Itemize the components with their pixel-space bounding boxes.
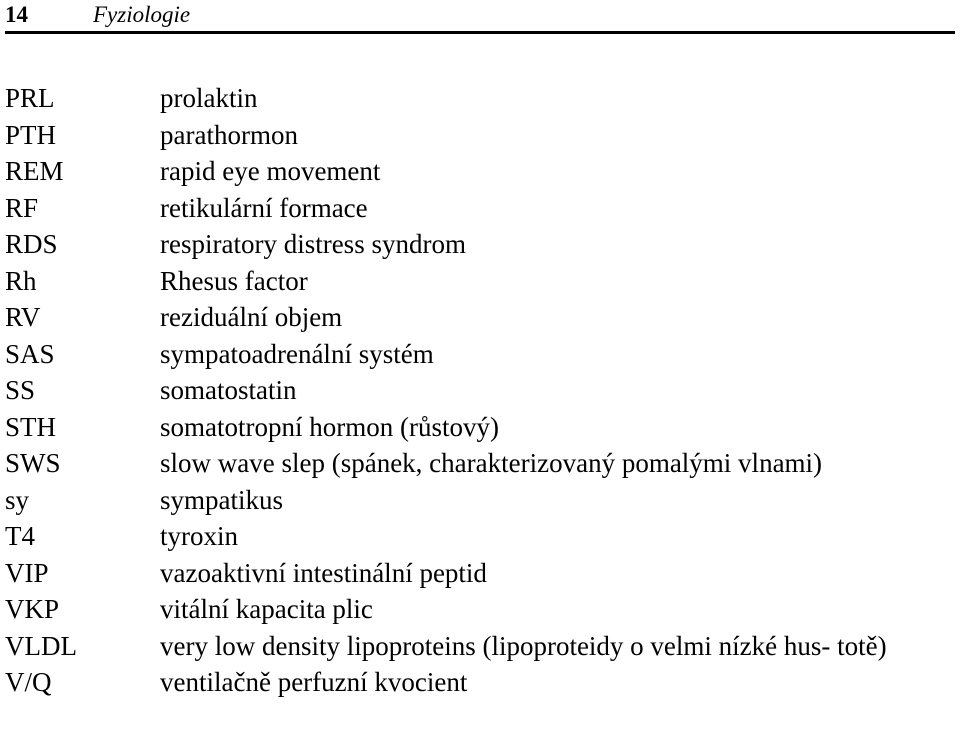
abbreviation-list bbox=[5, 80, 955, 701]
running-title: Fyziologie bbox=[93, 2, 191, 27]
list-item bbox=[5, 336, 955, 373]
abbreviation: V/Q bbox=[5, 667, 52, 697]
page-header bbox=[5, 0, 955, 34]
list-item bbox=[5, 409, 955, 446]
definition: somatotropní hormon (růstový) bbox=[160, 411, 499, 442]
abbreviation: VKP bbox=[5, 594, 60, 624]
list-item bbox=[5, 80, 955, 117]
abbreviation: sy bbox=[5, 484, 30, 515]
page-number: 14 bbox=[5, 2, 28, 27]
list-item bbox=[5, 117, 955, 154]
abbreviation: SWS bbox=[5, 448, 61, 478]
definition: parathormon bbox=[160, 119, 298, 150]
abbreviation: STH bbox=[5, 411, 57, 442]
definition: sympatikus bbox=[160, 484, 284, 515]
list-item bbox=[5, 555, 955, 592]
definition: ventilačně perfuzní kvocient bbox=[160, 667, 468, 697]
definition: reziduální objem bbox=[160, 302, 343, 332]
abbreviation: T4 bbox=[5, 521, 35, 551]
definition: respiratory distress syndrom bbox=[160, 229, 466, 259]
abbreviation: SS bbox=[5, 375, 36, 405]
list-item bbox=[5, 263, 955, 300]
definition: vazoaktivní intestinální peptid bbox=[160, 557, 487, 588]
abbreviation: RDS bbox=[5, 229, 58, 259]
definition: prolaktin bbox=[160, 83, 258, 113]
abbreviation: VIP bbox=[5, 557, 49, 588]
definition: slow wave slep (spánek, charakterizovaný pomalými vlnami) bbox=[160, 448, 823, 478]
list-item bbox=[5, 518, 955, 555]
definition: sympatoadrenální systém bbox=[160, 338, 434, 369]
abbreviation: RF bbox=[5, 192, 39, 223]
list-item bbox=[5, 299, 955, 336]
list-item bbox=[5, 664, 955, 701]
definition: very low density lipoproteins (lipoproteidy o velmi nízké hus- totě) bbox=[160, 630, 887, 661]
definition: tyroxin bbox=[160, 521, 238, 551]
definition: Rhesus factor bbox=[160, 265, 308, 296]
abbreviation: PTH bbox=[5, 119, 57, 150]
list-item bbox=[5, 190, 955, 227]
list-item bbox=[5, 445, 955, 482]
definition: retikulární formace bbox=[160, 192, 368, 223]
list-item bbox=[5, 153, 955, 190]
definition: vitální kapacita plic bbox=[160, 594, 373, 624]
abbreviation: PRL bbox=[5, 83, 55, 113]
abbreviation: RV bbox=[5, 302, 41, 332]
list-item bbox=[5, 226, 955, 263]
list-item bbox=[5, 482, 955, 519]
abbreviation: REM bbox=[5, 156, 64, 186]
definition: somatostatin bbox=[160, 375, 297, 405]
abbreviation: VLDL bbox=[5, 630, 77, 661]
abbreviation: Rh bbox=[5, 265, 37, 296]
list-item bbox=[5, 591, 955, 628]
list-item bbox=[5, 628, 955, 665]
definition: rapid eye movement bbox=[160, 156, 381, 186]
list-item bbox=[5, 372, 955, 409]
abbreviation: SAS bbox=[5, 338, 55, 369]
